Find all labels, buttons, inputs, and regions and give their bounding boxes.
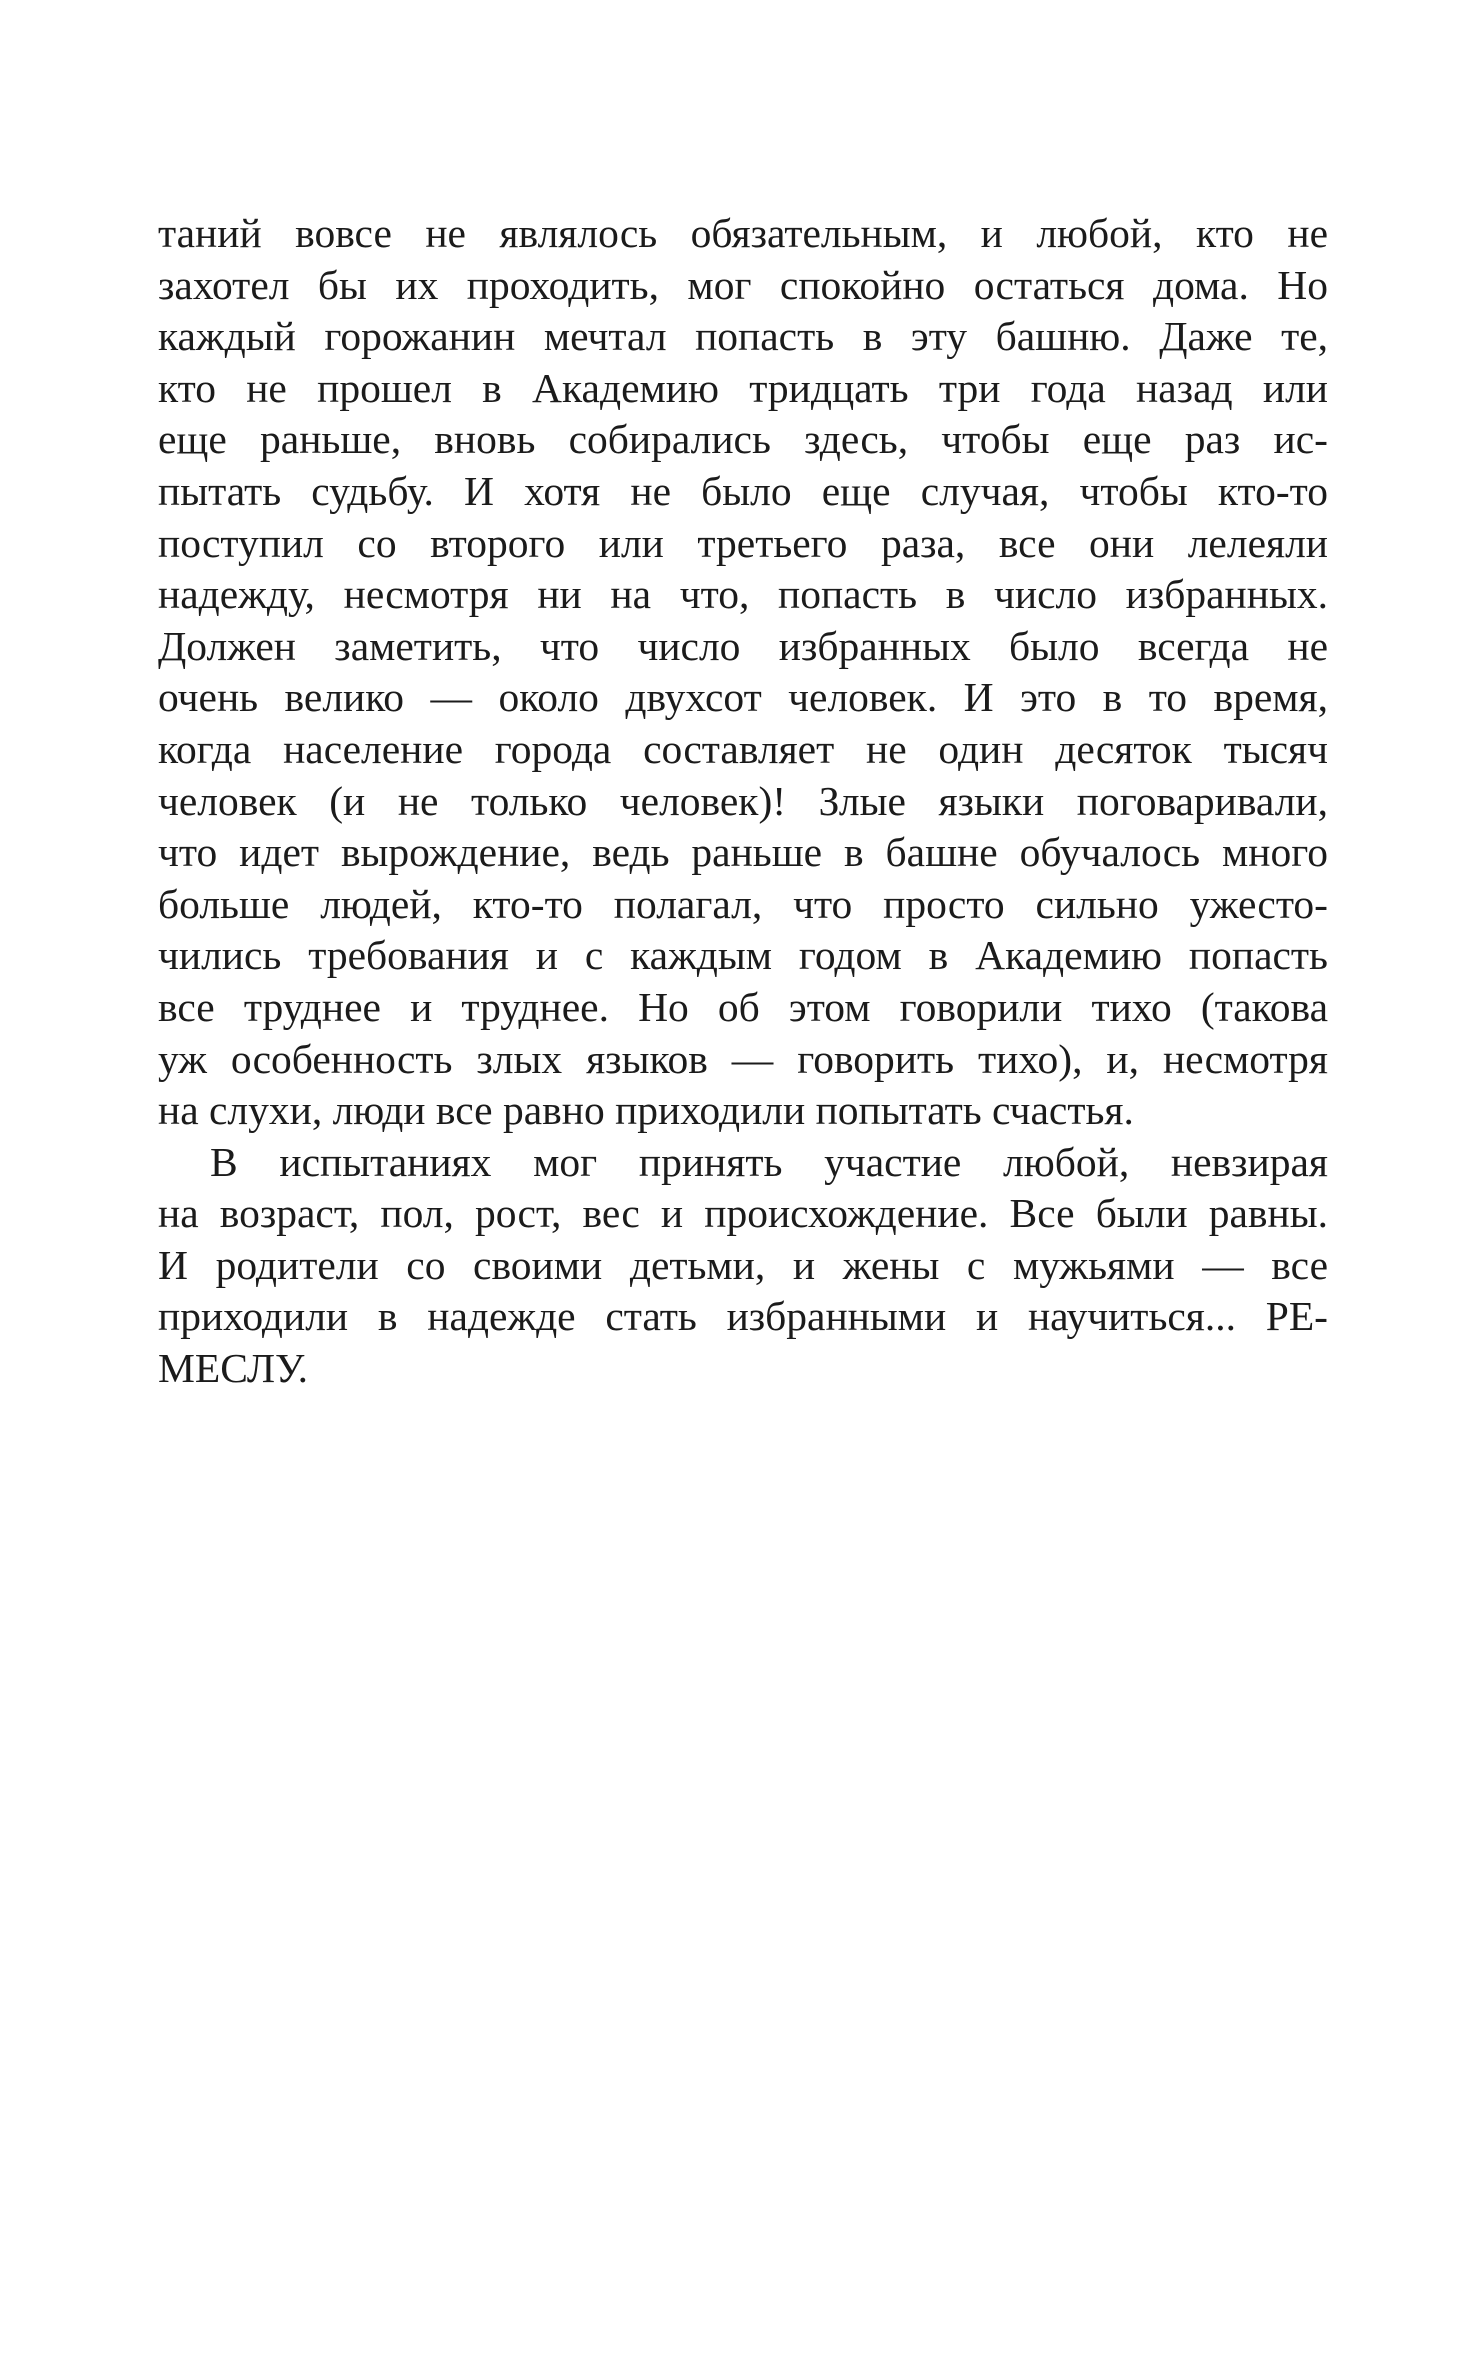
text-line: очень велико — около двухсот человек. И это в то время, (158, 674, 1328, 721)
text-line: еще раньше, вновь собирались здесь, чтобы еще раз ис- (158, 416, 1328, 463)
text-line: приходили в надежде стать избранными и научиться... РЕ- (158, 1293, 1328, 1340)
text-line: поступил со второго или третьего раза, все они лелеяли (158, 519, 1328, 566)
text-line: Должен заметить, что число избранных было всегда не (158, 622, 1328, 669)
text-line: чились требования и с каждым годом в Академию попасть (158, 932, 1328, 979)
text-line: больше людей, кто-то полагал, что просто сильно ужесто- (158, 880, 1328, 927)
text-line: когда население города составляет не один десяток тысяч (158, 725, 1328, 772)
text-line: уж особенность злых языков — говорить тихо), и, несмотря (158, 1035, 1328, 1082)
text-line: В испытаниях мог принять участие любой, невзирая (210, 1138, 1328, 1185)
text-line: МЕСЛУ. (158, 1345, 309, 1392)
text-line: на возраст, пол, рост, вес и происхождение. Все были равны. (158, 1190, 1328, 1237)
paragraph-2 (158, 1137, 1328, 1395)
text-line: захотел бы их проходить, мог спокойно остаться дома. Но (158, 261, 1328, 308)
text-line: И родители со своими детьми, и жены с мужьями — все (158, 1241, 1328, 1288)
text-line: надежду, несмотря ни на что, попасть в число избранных. (158, 571, 1328, 618)
text-line: каждый горожанин мечтал попасть в эту башню. Даже те, (158, 313, 1328, 360)
body-text (158, 208, 1328, 1395)
text-line: пытать судьбу. И хотя не было еще случая, чтобы кто-то (158, 467, 1328, 514)
text-line: что идет вырождение, ведь раньше в башне обучалось много (158, 829, 1328, 876)
text-line: все труднее и труднее. Но об этом говорили тихо (такова (158, 983, 1328, 1030)
text-line: кто не прошел в Академию тридцать три года назад или (158, 364, 1328, 411)
text-line: таний вовсе не являлось обязательным, и любой, кто не (158, 210, 1328, 256)
text-line: человек (и не только человек)! Злые языки поговаривали, (158, 777, 1328, 824)
paragraph-1 (158, 208, 1328, 1137)
text-line: на слухи, люди все равно приходили попытать счастья. (158, 1087, 1134, 1134)
